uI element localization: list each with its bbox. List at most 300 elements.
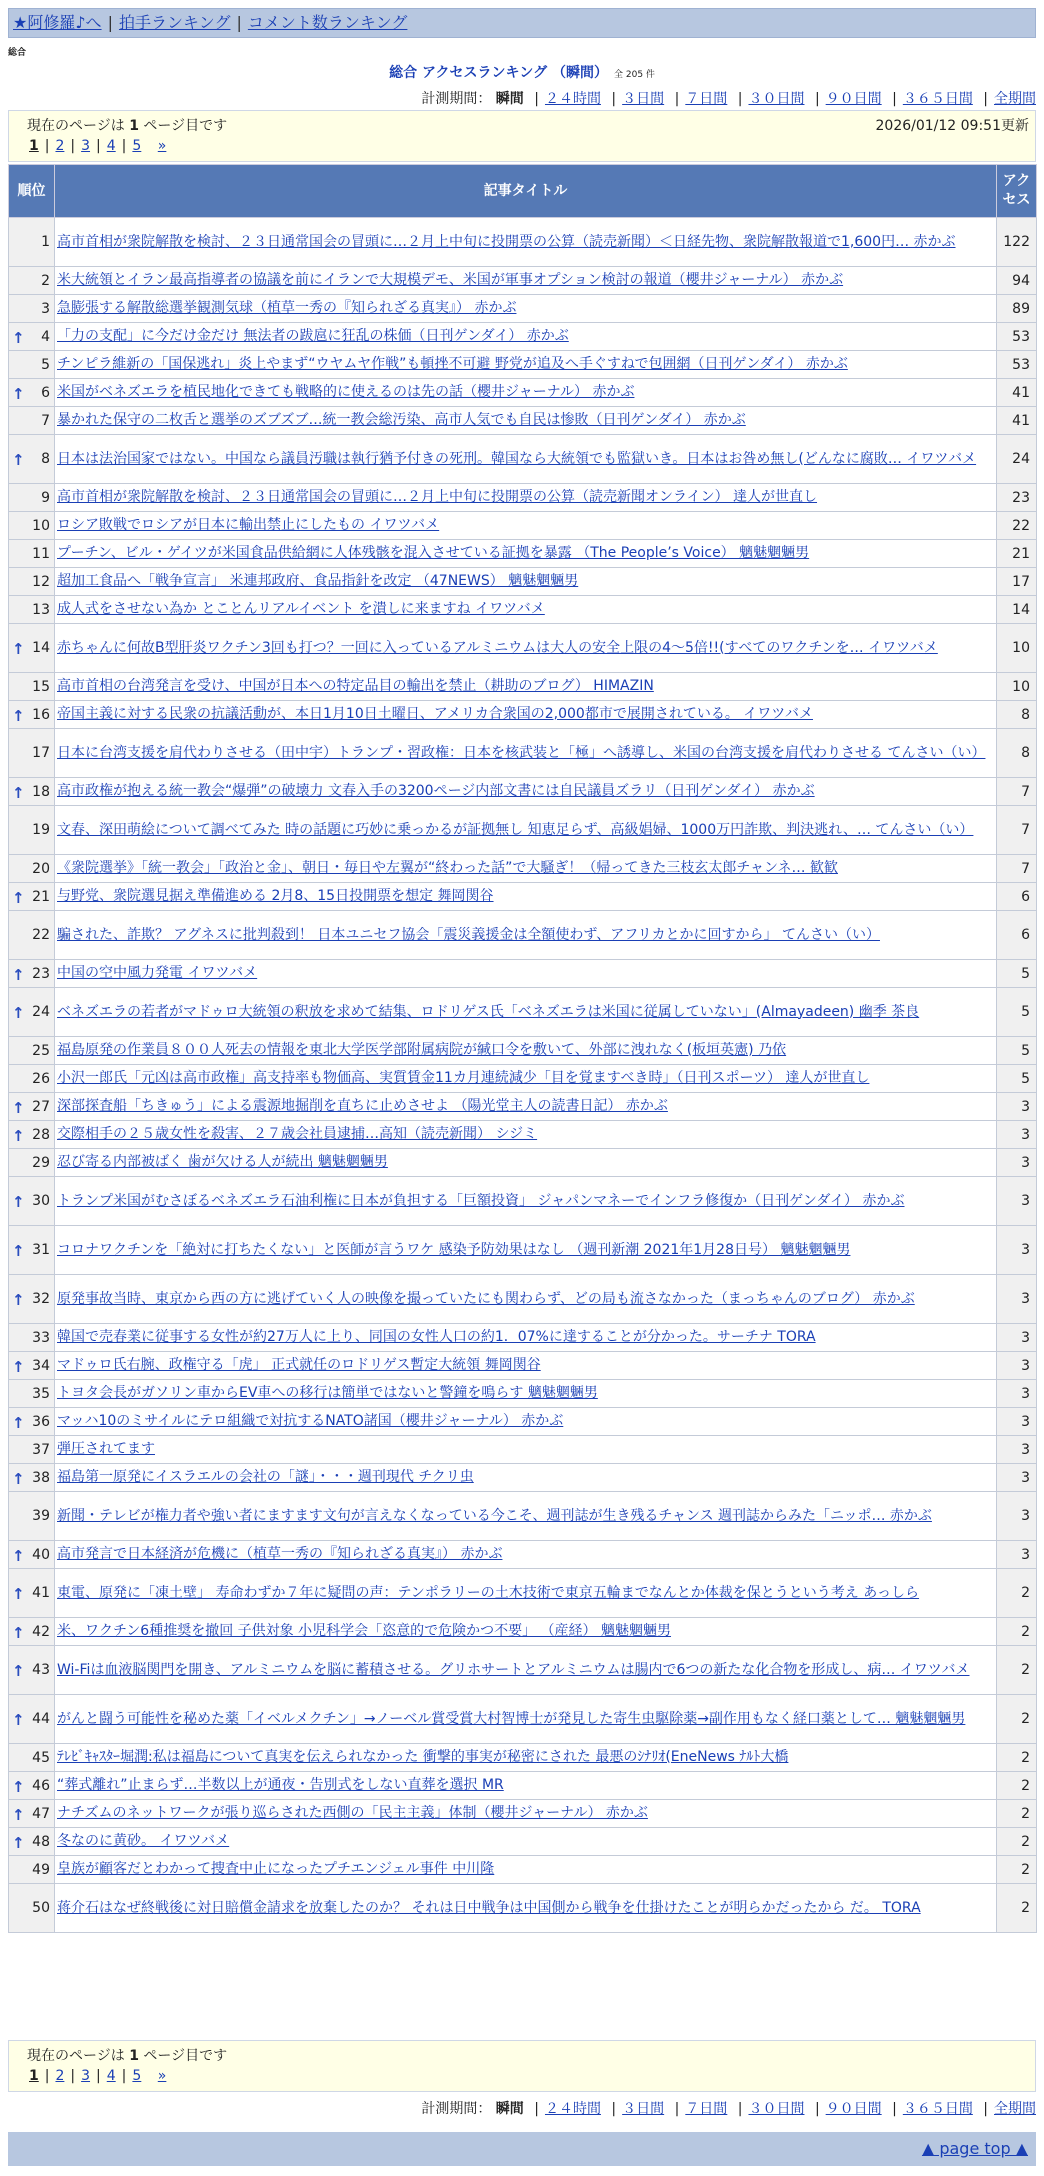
access-count: 3 <box>997 1149 1037 1177</box>
access-count: 94 <box>997 267 1037 295</box>
article-title-link[interactable]: 韓国で売春業に従事する女性が約27万人に上り、同国の女性人口の約1．07%に達することが分かった。サーチナ TORA <box>57 1329 816 1345</box>
footer-bar <box>8 2132 1036 2166</box>
article-title-link[interactable]: 小沢一郎氏「元凶は高市政権」高支持率も物価高、実質賃金11カ月連続減少「目を覚ますべき時」（日刊スポーツ） 達人が世直し <box>57 1070 870 1086</box>
period-selector-top <box>421 88 1036 108</box>
access-count: 6 <box>997 911 1037 960</box>
period-link-24h[interactable]: ２４時間 <box>544 2101 601 2117</box>
rank-cell <box>9 323 55 351</box>
period-link-7d[interactable]: ７日間 <box>685 91 728 107</box>
period-separator: | <box>892 2101 897 2117</box>
table-row <box>9 701 1037 729</box>
article-title-link[interactable]: 中国の空中風力発電 イワツバメ <box>57 965 258 981</box>
table-row <box>9 1856 1037 1884</box>
rank-cell <box>9 568 55 596</box>
rank-number: 7 <box>41 412 50 429</box>
period-selector-bottom <box>421 2098 1036 2118</box>
rank-number: 9 <box>41 489 50 506</box>
rank-number: 5 <box>41 356 50 373</box>
rank-number: 16 <box>32 706 50 723</box>
rank-up-arrow-icon: ↑ <box>12 1662 25 1680</box>
rank-number: 25 <box>32 1042 50 1059</box>
access-count: 3 <box>997 1121 1037 1149</box>
header-rank: 順位 <box>9 165 55 218</box>
period-current: 瞬間 <box>495 2101 524 2117</box>
rank-up-arrow-icon: ↑ <box>12 1585 25 1603</box>
rank-cell <box>9 512 55 540</box>
table-row <box>9 407 1037 435</box>
access-count: 21 <box>997 540 1037 568</box>
rank-cell <box>9 1492 55 1541</box>
access-count: 7 <box>997 778 1037 806</box>
access-count: 24 <box>997 435 1037 484</box>
title-cell <box>55 624 997 673</box>
article-title-link[interactable]: ﾃﾚﾋﾞｷｬｽﾀｰ堀潤:私は福島について真実を伝えられなかった 衝撃的事実が秘密にされた 最悪のｼﾅﾘｵ(EneNews ﾅﾙﾄ大橋 <box>57 1749 789 1765</box>
rank-number: 23 <box>32 965 50 982</box>
title-cell <box>55 1744 997 1772</box>
table-row <box>9 729 1037 778</box>
page-info-suffix: ページ目です <box>143 118 228 134</box>
table-header-row <box>9 165 1037 218</box>
article-title-link[interactable]: 赤ちゃんに何故B型肝炎ワクチン3回も打つ？一回に入っているアルミニウムは大人の安全上限の4〜5倍!!(すべてのワクチンを… イワツバメ <box>57 639 938 656</box>
rank-up-arrow-icon: ↑ <box>12 1546 25 1565</box>
rank-number: 14 <box>32 640 50 656</box>
rank-number: 8 <box>41 451 50 467</box>
title-cell <box>55 218 997 267</box>
rank-up-arrow-icon: ↑ <box>12 888 25 907</box>
period-link-all[interactable]: 全期間 <box>994 91 1036 107</box>
rank-up-arrow-icon: ↑ <box>12 328 25 347</box>
rank-number: 20 <box>32 860 50 877</box>
access-count: 5 <box>997 988 1037 1037</box>
rank-up-arrow-icon: ↑ <box>12 965 25 984</box>
title-cell <box>55 1569 997 1618</box>
rank-up-arrow-icon: ↑ <box>12 1805 25 1824</box>
header-title: 記事タイトル <box>55 165 997 218</box>
rank-cell <box>9 351 55 379</box>
title-cell <box>55 778 997 806</box>
page-link-3[interactable]: 3 <box>81 2068 91 2084</box>
table-row <box>9 1828 1037 1856</box>
title-cell <box>55 1772 997 1800</box>
rank-cell <box>9 701 55 729</box>
article-title-link[interactable]: 《衆院選挙》「統一教会」「政治と金」、朝日・毎日や左翼が“終わった話”で大騒ぎ！（帰ってきた三枝玄太郎チャンネ… 歓歓 <box>57 860 838 876</box>
title-cell <box>55 1226 997 1275</box>
article-title-link[interactable]: 新聞・テレビが権力者や強い者にますます文句が言えなくなっている今こそ、週刊誌が生き残るチャンス 週刊誌からみた「ニッポ… 赤かぶ <box>57 1507 932 1524</box>
article-title-link[interactable]: Wi-Fiは血液脳関門を開き、アルミニウムを脳に蓄積させる。グリホサートとアルミニウムは腸内で6つの新たな化合物を形成し、病… イワツバメ <box>57 1661 970 1678</box>
period-separator: | <box>983 91 988 107</box>
table-row <box>9 624 1037 673</box>
rank-number: 44 <box>32 1711 50 1727</box>
table-row <box>9 540 1037 568</box>
page-separator: | <box>44 138 50 154</box>
title-cell <box>55 883 997 911</box>
article-title-link[interactable]: 蒋介石はなぜ終戦後に対日賠償金請求を放棄したのか？ それは日中戦争は中国側から戦争を仕掛けたことが明らかだったから だ。 TORA <box>57 1899 921 1916</box>
rank-number: 15 <box>32 678 50 695</box>
access-count: 3 <box>997 1226 1037 1275</box>
rank-cell <box>9 1121 55 1149</box>
page-link-5[interactable]: 5 <box>132 138 142 154</box>
current-page-info <box>27 2045 227 2065</box>
rank-number: 43 <box>32 1662 50 1678</box>
title-cell <box>55 568 997 596</box>
period-separator: | <box>611 2101 617 2117</box>
rank-cell <box>9 1541 55 1569</box>
article-title-link[interactable]: 冬なのに黄砂。 イワツバメ <box>57 1833 230 1849</box>
access-count: 2 <box>997 1569 1037 1618</box>
rank-up-arrow-icon: ↑ <box>12 384 25 403</box>
rank-up-arrow-icon: ↑ <box>12 706 25 725</box>
table-row <box>9 1800 1037 1828</box>
table-row <box>9 1464 1037 1492</box>
rank-up-arrow-icon: ↑ <box>12 1777 25 1796</box>
article-title-link[interactable]: 米国がベネズエラを植民地化できても戦略的に使えるのは先の話（櫻井ジャーナル） 赤かぶ <box>57 384 635 400</box>
title-cell <box>55 540 997 568</box>
period-separator: | <box>814 2101 820 2117</box>
rank-cell <box>9 911 55 960</box>
access-count: 41 <box>997 407 1037 435</box>
article-title-link[interactable]: トヨタ会長がガソリン車からEV車への移行は簡単ではないと警鐘を鳴らす 魑魅魍魎男 <box>57 1385 598 1401</box>
rank-number: 4 <box>41 328 50 345</box>
article-title-link[interactable]: 交際相手の２５歳女性を殺害、２７歳会社員逮捕…高知（読売新聞） シジミ <box>57 1126 538 1142</box>
comment-ranking-link[interactable]: コメント数ランキング <box>247 13 408 32</box>
page-link-2[interactable]: 2 <box>55 138 65 154</box>
rank-cell <box>9 1352 55 1380</box>
table-row <box>9 1772 1037 1800</box>
ranking-table <box>8 164 1037 1933</box>
article-title-link[interactable]: 急膨張する解散総選挙観測気球（植草一秀の『知られざる真実』） 赤かぶ <box>57 300 517 316</box>
article-title-link[interactable]: 深部探査船「ちきゅう」による震源地掘削を直ちに止めさせよ （陽光堂主人の読書日記） 赤かぶ <box>57 1098 668 1114</box>
title-cell <box>55 1275 997 1324</box>
rank-cell <box>9 855 55 883</box>
table-row <box>9 1226 1037 1275</box>
title-cell <box>55 960 997 988</box>
access-count: 7 <box>997 855 1037 883</box>
rank-number: 46 <box>32 1777 50 1794</box>
table-row <box>9 351 1037 379</box>
access-count: 3 <box>997 1492 1037 1541</box>
rank-cell <box>9 1149 55 1177</box>
access-count: 122 <box>997 218 1037 267</box>
article-title-link[interactable]: 福島第一原発にイスラエルの会社の「謎」・・・週刊現代 チクリ虫 <box>57 1469 474 1485</box>
rank-number: 3 <box>41 300 50 317</box>
page-info-suffix: ページ目です <box>143 2048 228 2064</box>
title-cell <box>55 1121 997 1149</box>
page-links <box>29 2068 166 2084</box>
title-cell <box>55 911 997 960</box>
title-cell <box>55 701 997 729</box>
rank-number: 26 <box>32 1070 50 1087</box>
rank-up-arrow-icon: ↑ <box>12 1357 25 1376</box>
table-row <box>9 568 1037 596</box>
rank-cell <box>9 1037 55 1065</box>
period-separator: | <box>737 2101 743 2117</box>
article-title-link[interactable]: ナチズムのネットワークが張り巡らされた西側の「民主主義」体制（櫻井ジャーナル） 赤かぶ <box>57 1805 648 1821</box>
article-title-link[interactable]: がんと闘う可能性を秘めた薬「イベルメクチン」→ノーベル賞受賞大村智博士が発見した寄生虫駆除薬→副作用もなく経口薬として… 魑魅魍魎男 <box>57 1710 966 1727</box>
rank-cell <box>9 596 55 624</box>
article-title-link[interactable]: 高市発言で日本経済が危機に（植草一秀の『知られざる真実』） 赤かぶ <box>57 1546 503 1562</box>
article-title-link[interactable]: 東電、原発に「凍土壁」 寿命わずか７年に疑問の声：テンポラリーの土木技術で東京五輪までなんとか体裁を保とうという考え あっしら <box>57 1584 920 1601</box>
title-cell <box>55 435 997 484</box>
rank-cell <box>9 484 55 512</box>
nav-separator: | <box>107 13 113 32</box>
access-count: 23 <box>997 484 1037 512</box>
table-row <box>9 1121 1037 1149</box>
article-title-link[interactable]: マッハ10のミサイルにテロ組織で対抗するNATO諸国（櫻井ジャーナル） 赤かぶ <box>57 1413 564 1429</box>
article-title-link[interactable]: 文春、深田萌絵について調べてみた 時の話題に巧妙に乗っかるが証拠無し 知恵足らず、高級娼婦、1000万円詐欺、判決逃れ、… てんさい（い） <box>57 821 974 838</box>
table-row <box>9 1177 1037 1226</box>
page-link-2[interactable]: 2 <box>55 2068 65 2084</box>
page-separator: | <box>96 138 101 154</box>
rank-number: 50 <box>32 1900 50 1916</box>
access-count: 3 <box>997 1324 1037 1352</box>
article-title-link[interactable]: 米大統領とイラン最高指導者の協議を前にイランで大規模デモ、米国が軍事オプション検討の報道（櫻井ジャーナル） 赤かぶ <box>57 272 844 288</box>
article-title-link[interactable]: 騙された、詐欺？ アグネスに批判殺到！ 日本ユニセフ協会「震災義援金は全額使わず、アフリカとかに回すから」 てんさい（い） <box>57 926 880 943</box>
pager-bottom <box>8 2040 1036 2092</box>
rank-number: 12 <box>32 573 50 590</box>
article-title-link[interactable]: 高市政権が抱える統一教会“爆弾”の破壊力 文春入手の3200ページ内部文書には自民議員ズラリ（日刊ゲンダイ） 赤かぶ <box>57 783 815 799</box>
article-title-link[interactable]: ベネズエラの若者がマドゥロ大統領の釈放を求めて結集、ロドリゲス氏「ベネズエラは米国に従属していない」(Almayadeen) 幽季 茶良 <box>57 1003 920 1020</box>
access-count: 5 <box>997 1065 1037 1093</box>
period-link-365d[interactable]: ３６５日間 <box>902 2101 973 2117</box>
article-title-link[interactable]: 暴かれた保守の二枚舌と選挙のズブズブ…統一教会総汚染、高市人気でも自民は惨敗（日刊ゲンダイ） 赤かぶ <box>57 412 746 428</box>
table-row <box>9 379 1037 407</box>
article-title-link[interactable]: ロシア敗戦でロシアが日本に輸出禁止にしたもの イワツバメ <box>57 517 440 533</box>
period-link-90d[interactable]: ９０日間 <box>825 2101 882 2117</box>
page-link-5[interactable]: 5 <box>132 2068 142 2084</box>
access-count: 2 <box>997 1800 1037 1828</box>
table-row <box>9 1492 1037 1541</box>
period-link-30d[interactable]: ３０日間 <box>748 91 805 107</box>
rank-number: 41 <box>32 1585 50 1601</box>
rank-cell <box>9 435 55 484</box>
rank-number: 18 <box>32 783 50 800</box>
table-row <box>9 435 1037 484</box>
table-row <box>9 1744 1037 1772</box>
page-link-4[interactable]: 4 <box>106 138 116 154</box>
access-count: 2 <box>997 1772 1037 1800</box>
period-link-365d[interactable]: ３６５日間 <box>902 91 973 107</box>
rank-number: 47 <box>32 1805 50 1822</box>
period-link-90d[interactable]: ９０日間 <box>825 91 882 107</box>
rank-up-arrow-icon: ↑ <box>12 1004 25 1022</box>
rank-number: 1 <box>41 234 50 250</box>
rank-number: 48 <box>32 1833 50 1850</box>
table-row <box>9 295 1037 323</box>
article-title-link[interactable]: コロナワクチンを「絶対に打ちたくない」と医師が言うワケ 感染予防効果はなし （週刊新潮 2021年1月28日号） 魑魅魍魎男 <box>57 1241 851 1258</box>
page-separator: | <box>96 2068 101 2084</box>
period-separator: | <box>674 91 680 107</box>
next-page-link[interactable]: » <box>157 138 167 154</box>
table-row <box>9 778 1037 806</box>
article-title-link[interactable]: 成人式をさせない為か とことんリアルイベント を潰しに来ますね イワツバメ <box>57 601 545 617</box>
page-info-prefix: 現在のページは <box>27 118 125 134</box>
title-cell <box>55 1492 997 1541</box>
title-cell <box>55 1380 997 1408</box>
title-cell <box>55 1618 997 1646</box>
access-count: 8 <box>997 701 1037 729</box>
period-link-3d[interactable]: ３日間 <box>622 2101 665 2117</box>
access-count: 5 <box>997 1037 1037 1065</box>
table-row <box>9 512 1037 540</box>
table-row <box>9 1541 1037 1569</box>
page-link-4[interactable]: 4 <box>106 2068 116 2084</box>
article-title-link[interactable]: 高市首相が衆院解散を検討、２３日通常国会の冒頭に…２月上中旬に投開票の公算（読売新聞オンライン） 達人が世直し <box>57 489 818 505</box>
rank-up-arrow-icon: ↑ <box>12 1469 25 1488</box>
rank-number: 29 <box>32 1154 50 1171</box>
home-link[interactable]: ★阿修羅♪へ <box>13 13 102 32</box>
access-count: 10 <box>997 624 1037 673</box>
rank-up-arrow-icon: ↑ <box>12 1833 25 1852</box>
article-title-link[interactable]: 原発事故当時、東京から西の方に逃げていく人の映像を撮っていたにも関わらず、どの局も流さなかった（まっちゃんのブログ） 赤かぶ <box>57 1290 915 1307</box>
article-title-link[interactable]: 高市首相が衆院解散を検討、２３日通常国会の冒頭に…２月上中旬に投開票の公算（読売新聞）＜日経先物、衆院解散報道で1,600円… 赤かぶ <box>57 233 956 250</box>
title-cell <box>55 323 997 351</box>
rank-cell <box>9 1800 55 1828</box>
article-title-link[interactable]: 弾圧されてます <box>57 1441 155 1457</box>
title-cell <box>55 267 997 295</box>
rank-cell <box>9 1772 55 1800</box>
access-count: 3 <box>997 1436 1037 1464</box>
access-count: 3 <box>997 1177 1037 1226</box>
article-title-link[interactable]: 「力の支配」に今だけ金だけ 無法者の跋扈に狂乱の株価（日刊ゲンダイ） 赤かぶ <box>57 328 569 344</box>
period-separator: | <box>983 2101 988 2117</box>
page-separator <box>147 138 151 154</box>
page-link-3[interactable]: 3 <box>81 138 91 154</box>
rank-cell <box>9 729 55 778</box>
table-row <box>9 1275 1037 1324</box>
nav-separator: | <box>236 13 242 32</box>
rank-number: 38 <box>32 1469 50 1486</box>
access-count: 14 <box>997 596 1037 624</box>
page-top-link[interactable]: ▲ page top ▲ <box>921 2139 1028 2158</box>
title-cell <box>55 295 997 323</box>
current-page-info <box>27 115 227 135</box>
title-cell <box>55 988 997 1037</box>
rank-up-arrow-icon: ↑ <box>12 1193 25 1211</box>
rank-number: 49 <box>32 1861 50 1878</box>
title-cell <box>55 1436 997 1464</box>
ranking-table-body <box>9 218 1037 1933</box>
title-cell <box>55 1324 997 1352</box>
rank-up-arrow-icon: ↑ <box>12 451 25 469</box>
rank-cell <box>9 540 55 568</box>
table-row <box>9 1324 1037 1352</box>
next-page-link[interactable]: » <box>157 2068 167 2084</box>
article-title-link[interactable]: 忍び寄る内部被ばく 歯が欠ける人が続出 魑魅魍魎男 <box>57 1154 388 1170</box>
rank-number: 2 <box>41 272 50 289</box>
access-count: 89 <box>997 295 1037 323</box>
table-row <box>9 988 1037 1037</box>
rank-cell <box>9 218 55 267</box>
rank-cell <box>9 673 55 701</box>
article-title-link[interactable]: 高市首相の台湾発言を受け、中国が日本への特定品目の輸出を禁止（耕助のブログ） HIMAZIN <box>57 678 654 694</box>
rank-cell <box>9 1695 55 1744</box>
article-title-link[interactable]: プーチン、ビル・ゲイツが米国食品供給網に人体残骸を混入させている証拠を暴露 （The People’s Voice） 魑魅魍魎男 <box>57 545 810 561</box>
article-title-link[interactable]: “葬式離れ”止まらず…半数以上が通夜・告別式をしない直葬を選択 MR <box>57 1777 504 1793</box>
updated-timestamp: 2026/01/12 09:51更新 <box>875 118 1029 134</box>
table-row <box>9 1695 1037 1744</box>
article-title-link[interactable]: 皇族が顧客だとわかって捜査中止になったプチエンジェル事件 中川隆 <box>57 1861 495 1877</box>
period-link-all[interactable]: 全期間 <box>994 2101 1036 2117</box>
period-link-3d[interactable]: ３日間 <box>622 91 665 107</box>
period-link-24h[interactable]: ２４時間 <box>544 91 601 107</box>
rank-up-arrow-icon: ↑ <box>12 783 25 802</box>
page-separator: | <box>70 2068 76 2084</box>
table-row <box>9 1093 1037 1121</box>
title-cell <box>55 1149 997 1177</box>
period-separator: | <box>674 2101 680 2117</box>
access-count: 2 <box>997 1856 1037 1884</box>
rank-up-arrow-icon: ↑ <box>12 1711 25 1729</box>
period-label: 計測期間： <box>421 2101 492 2117</box>
table-row <box>9 596 1037 624</box>
rank-number: 17 <box>32 745 50 761</box>
table-row <box>9 1065 1037 1093</box>
rank-up-arrow-icon: ↑ <box>12 1623 25 1642</box>
table-row <box>9 960 1037 988</box>
table-row <box>9 1436 1037 1464</box>
article-title-link[interactable]: 福島原発の作業員８００人死去の情報を東北大学医学部附属病院が緘口令を敷いて、外部に洩れなく(板垣英憲) 乃依 <box>57 1042 787 1058</box>
period-link-7d[interactable]: ７日間 <box>685 2101 728 2117</box>
title-cell <box>55 1884 997 1933</box>
title-cell <box>55 1065 997 1093</box>
table-row <box>9 218 1037 267</box>
table-row <box>9 911 1037 960</box>
title-cell <box>55 379 997 407</box>
rank-cell <box>9 379 55 407</box>
period-separator: | <box>534 91 539 107</box>
rank-cell <box>9 1569 55 1618</box>
article-title-link[interactable]: トランプ米国がむさぼるベネズエラ石油利権に日本が負担する「巨額投資」 ジャパンマネーでインフラ修復か（日刊ゲンダイ） 赤かぶ <box>57 1192 905 1209</box>
rank-cell <box>9 1177 55 1226</box>
title-cell <box>55 1037 997 1065</box>
title-cell <box>55 1352 997 1380</box>
access-count: 53 <box>997 323 1037 351</box>
article-title-link[interactable]: 日本は法治国家ではない。中国なら議員汚職は執行猶予付きの死刑。韓国なら大統領でも監獄いき。日本はお咎め無し(どんなに腐敗… イワツバメ <box>57 450 977 467</box>
access-count: 2 <box>997 1618 1037 1646</box>
table-row <box>9 267 1037 295</box>
clap-ranking-link[interactable]: 拍手ランキング <box>118 13 231 32</box>
access-count: 6 <box>997 883 1037 911</box>
page-info-number: 1 <box>129 118 139 134</box>
access-count: 41 <box>997 379 1037 407</box>
article-title-link[interactable]: 日本に台湾支援を肩代わりさせる（田中宇）トランプ・習政権：日本を核武装と「極」へ誘導し、米国の台湾支援を肩代わりさせる てんさい（い） <box>57 744 986 761</box>
article-title-link[interactable]: 米、ワクチン6種推奨を撤回 子供対象 小児科学会「恣意的で危険かつ不要」 （産経） 魑魅魍魎男 <box>57 1623 672 1639</box>
page-separator: | <box>44 2068 50 2084</box>
table-row <box>9 484 1037 512</box>
title-cell <box>55 484 997 512</box>
table-row <box>9 1037 1037 1065</box>
access-count: 22 <box>997 512 1037 540</box>
table-row <box>9 883 1037 911</box>
article-title-link[interactable]: 帝国主義に対する民衆の抗議活動が、本日1月10日土曜日、アメリカ合衆国の2,000都市で展開されている。 イワツバメ <box>57 706 813 722</box>
rank-number: 45 <box>32 1749 50 1766</box>
article-title-link[interactable]: チンピラ維新の「国保逃れ」炎上やまず“ウヤムヤ作戦”も頓挫不可避 野党が追及へ手ぐすねで包囲網（日刊ゲンダイ） 赤かぶ <box>57 356 848 372</box>
article-title-link[interactable]: 超加工食品へ「戦争宣言」 米連邦政府、食品指針を改定 （47NEWS） 魑魅魍魎男 <box>57 573 579 589</box>
rank-up-arrow-icon: ↑ <box>12 1413 25 1432</box>
rank-cell <box>9 1065 55 1093</box>
article-title-link[interactable]: マドゥロ氏右腕、政権守る「虎」 正式就任のロドリゲス暫定大統領 舞岡関谷 <box>57 1357 541 1373</box>
rank-number: 10 <box>32 517 50 534</box>
rank-cell <box>9 1226 55 1275</box>
rank-number: 35 <box>32 1385 50 1402</box>
rank-cell <box>9 624 55 673</box>
period-link-30d[interactable]: ３０日間 <box>748 2101 805 2117</box>
rank-cell <box>9 778 55 806</box>
article-title-link[interactable]: 与野党、衆院選見据え準備進める 2月8、15日投開票を想定 舞岡関谷 <box>57 888 494 904</box>
title-cell <box>55 407 997 435</box>
top-nav-bar <box>8 8 1036 38</box>
title-cell <box>55 729 997 778</box>
